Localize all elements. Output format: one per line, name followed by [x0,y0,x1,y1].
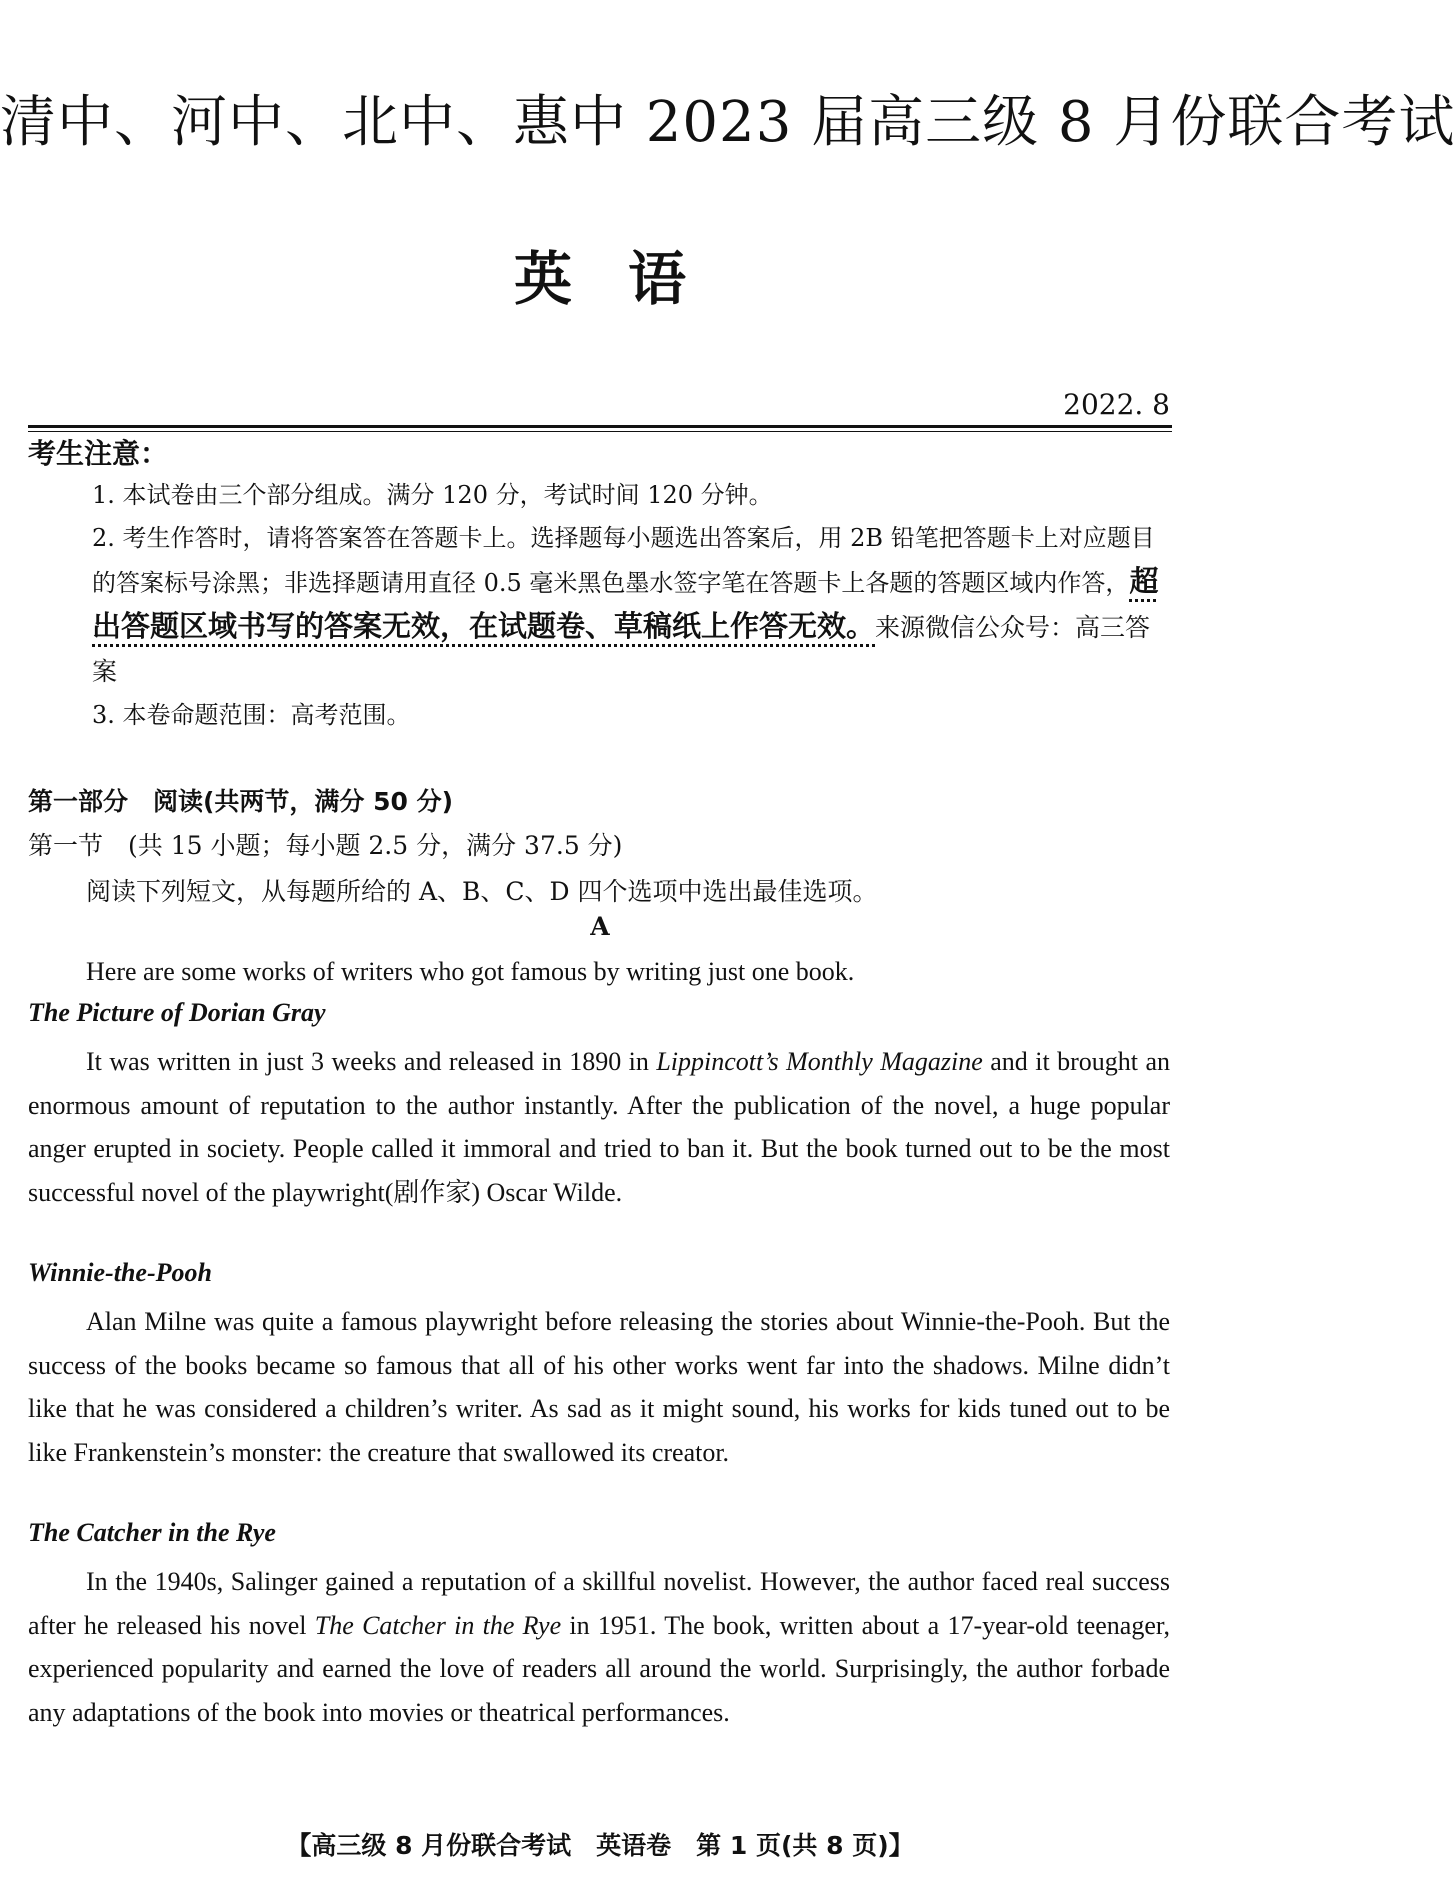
paragraph-3 [28,1560,1170,1734]
page-footer: 【高三级 8 月份联合考试 英语卷 第 1 页(共 8 页)】 [286,1831,914,1860]
notice-item-2 [92,517,1172,694]
book-paragraph-2 [28,1300,1170,1474]
notice-item-2-text: 2. 考生作答时，请将答案答在答题卡上。选择题每小题选出答案后，用 2B 铅笔把答题卡上对应题目的答案标号涂黑；非选择题请用直径 0.5 毫米黑色墨水签字笔在答题卡上各题的答题区域内作答， [92,524,1155,597]
paragraph-1 [28,1040,1170,1214]
instruction: 阅读下列短文，从每题所给的 A、B、C、D 四个选项中选出最佳选项。 [86,877,878,906]
exam-date: 2022. 8 [1063,388,1170,421]
intro-paragraph: Here are some works of writers who got famous by writing just one book. [86,957,855,986]
book-title-3: The Catcher in the Rye [28,1518,276,1547]
passage-intro [28,950,1170,994]
paragraph-3-text-a: In the 1940s, Salinger gained a reputation of a skillful novelist. However, the author faced real success after he released his novel [28,1567,1170,1640]
notice-list [92,474,1172,737]
book-paragraph-1 [28,1040,1170,1214]
subject-char-1: 英 [513,245,572,313]
paragraph-1-text-a: It was written in just 3 weeks and released in 1890 in [86,1047,657,1076]
book-title-2: Winnie-the-Pooh [28,1258,212,1287]
subject-title [0,232,1200,316]
notice-emphasis: 超出答题区域书写的答案无效，在试题卷、草稿纸上作答无效。 [92,564,1159,643]
exam-title: 清中、河中、北中、惠中 2023 届高三级 8 月份联合考试 [0,90,1455,155]
part-title: 第一部分 阅读(共两节，满分 50 分) [28,787,454,816]
header-rule-thin [28,431,1172,432]
paragraph-3-text-b: in 1951. The book, written about a 17-year-old teenager, experienced popularity and earned the love of readers all around the world. Surprisingly, the author forbade any adaptations of the book into movies or theatrical performances. [28,1610,1170,1727]
book-title-1: The Picture of Dorian Gray [28,998,326,1027]
notice-title: 考生注意： [28,437,169,470]
header-rule-thick [28,425,1172,428]
source-note: 来源微信公众号：高三答案 [92,613,1151,686]
paragraph-2: Alan Milne was quite a famous playwright before releasing the stories about Winnie-the-Pooh. But the success of the books became so famous that all of his other works went far into the shadows. Milne didn’t like that he was considered a children’s writer. As sad as it might sound, his works for kids tuned out to be like Frankenstein’s monster: the creature that swallowed its creator. [28,1307,1170,1467]
subject-char-2: 语 [628,245,687,313]
notice-item-3: 3. 本卷命题范围：高考范围。 [92,701,411,729]
passage-label: A [590,912,610,941]
paragraph-1-text-b: and it brought an enormous amount of reputation to the author instantly. After the publication of the novel, a huge popular anger erupted in society. People called it immoral and tried to ban it. But the book turned out to be the most successful novel of the playwright(剧作家) Oscar Wilde. [28,1047,1170,1207]
book-paragraph-3 [28,1560,1170,1734]
notice-item-1: 1. 本试卷由三个部分组成。满分 120 分，考试时间 120 分钟。 [92,481,773,509]
magazine-title: Lippincott’s Monthly Magazine [656,1047,983,1076]
section-title: 第一节 (共 15 小题；每小题 2.5 分，满分 37.5 分) [28,831,623,860]
novel-title: The Catcher in the Rye [314,1610,562,1640]
